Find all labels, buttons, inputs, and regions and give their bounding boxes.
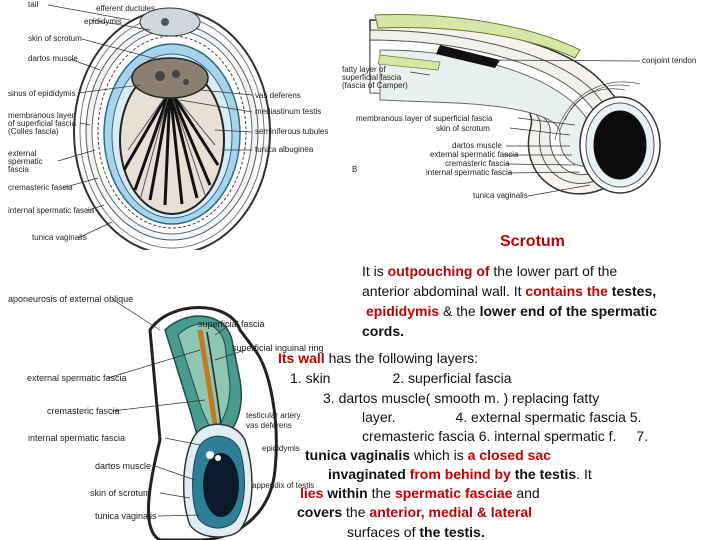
fig3-label-superficial-inguinal-ring: superficial inguinal ring [232,343,324,353]
fig1-label-mediastinum-testis: mediastinum testis [255,107,322,116]
fig3-label-dartos-muscle: dartos muscle [95,461,152,471]
fig1-label-vas-deferens: vas deferens [255,91,301,100]
paragraph2-line5: cremasteric fascia 6. internal spermatic f. 7. [362,428,649,444]
spermatic-cord-figure [0,0,330,540]
fig3-label-tunica-vaginalis: tunica vaginalis [95,511,157,521]
fig2-label-b: B [352,165,358,174]
fig3-label-appendix-of-testis: appendix of testis [252,481,315,490]
fig2-label-tunica-vaginalis: tunica vaginalis [473,191,528,200]
paragraph2-line10: surfaces of the testis. [347,524,485,540]
fig2-label-conjoint-tendon: conjoint tendon [642,56,697,65]
fig2-label-internal-spermatic-fascia: internal spermatic fascia [426,168,513,177]
fig3-label-vas-deferens: vas deferens [246,421,292,430]
fig1-label-skin-of-scrotum: skin of scrotum [28,34,82,43]
paragraph1-line4: cords. [362,323,405,339]
paragraph1-line2: anterior abdominal wall. It contains the testes, [362,283,657,299]
fig3-label-internal-spermatic-fascia: internal spermatic fascia [28,433,126,443]
fig2-label-cremasteric-fascia: cremasteric fascia [445,159,510,168]
fig3-label-cremasteric-fascia: cremasteric fascia [47,406,120,416]
fig1-label-cremasteric-fascia: cremasteric fascia [8,183,73,192]
fig3-label-skin-of-scrotum: skin of scrotum [90,488,151,498]
fig3-label-external-spermatic-fascia: external spermatic fascia [27,373,127,383]
fig3-label-epididymis: epididymis [262,444,300,453]
fig2-label-external-spermatic-fascia: external spermatic fascia [430,150,519,159]
fig2-label-membranous-layer: membranous layer of superficial fascia [356,114,493,123]
fig1-label-epididymis: epididymis [84,17,122,26]
fig1-label-internal-spermatic-fascia: internal spermatic fascia [8,206,95,215]
paragraph2-line3: 3. dartos muscle( smooth m. ) replacing fatty [323,390,600,406]
paragraph2-line7: invaginated from behind by the testis. It [328,466,592,482]
fig1-label-seminiferous-tubules: seminiferous tubules [255,127,329,136]
fig1-label-efferent-ductules: efferent ductules [96,4,156,13]
paragraph2-line1: Its wall has the following layers: [278,350,478,366]
fig2-label-skin-of-scrotum: skin of scrotum [436,124,490,133]
fig1-label-tunica-vaginalis: tunica vaginalis [32,233,87,242]
paragraph2-line9: covers the anterior, medial & lateral [297,504,533,520]
fig1-label-tail: tail [28,0,39,9]
fig1-label-dartos-muscle: dartos muscle [28,54,78,63]
fig1-label-sinus-of-epididymis: sinus of epididymis [8,89,76,98]
fig1-label-external-spermatic-fascia: external spermatic fascia [8,149,43,174]
slide-title: Scrotum [500,233,565,250]
fig3-label-aponeurosis: aponeurosis of external oblique [8,294,134,304]
fig3-label-testicular-artery: testicular artery [246,411,301,420]
paragraph2-line2: 1. skin 2. superficial fascia [290,370,512,386]
fig2-label-dartos-muscle: dartos muscle [452,141,502,150]
paragraph2-line8: lies within the spermatic fasciae and [300,485,540,501]
paragraph2-line4: layer. 4. external spermatic fascia 5. [362,409,642,425]
paragraph1-line3: epididymis & the lower end of the spermatic [366,303,657,319]
fig1-label-tunica-albuginea: tunica albuginea [255,145,314,154]
fig1-label-colles-fascia: membranous layer of superficial fascia (Colles fascia) [8,111,77,136]
fig2-label-fascia-of-camper: fatty layer of superficial fascia (fascia of Camper) [342,65,408,90]
fig3-label-superficial-fascia: superficial fascia [198,319,265,329]
paragraph2-line6: tunica vaginalis which is a closed sac [305,447,551,463]
paragraph1-line1: It is outpouching of the lower part of the [362,263,618,279]
